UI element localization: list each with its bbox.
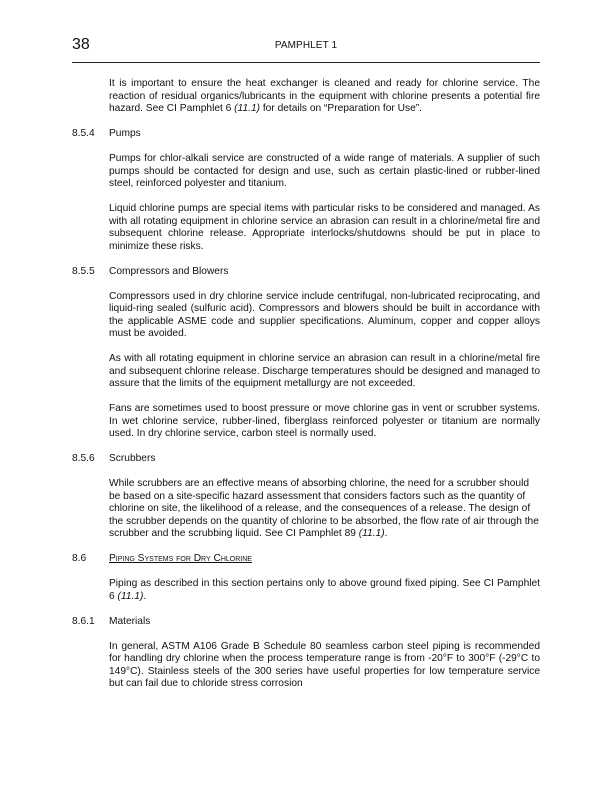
section-number: 8.6.1 [72,615,95,627]
text: for details on “Preparation for Use”. [260,103,422,114]
text: It is important to ensure the heat exchanger is cleaned and ready for chlorine service. The reaction of residual organics/lubricants in the equipment with chlorine presents a potential fire hazard. See CI Pamphlet 6 [109,78,540,114]
section-number: 8.5.6 [72,453,95,464]
section-number: 8.5.4 [72,128,95,139]
paragraph-materials: In general, ASTM A106 Grade B Schedule 80 seamless carbon steel piping is recommended for handling dry chlorine when the process temperature range is from -20°F to 300°F (-29°C to 149°C). Stainless steels of the 300 series have useful properties for low temperature service but can fail due to chloride stress corrosion [109,640,540,689]
section-title: Materials [109,615,151,627]
reference: (11.1) [234,103,261,114]
page-number: 38 [72,36,90,53]
page-header [72,36,540,60]
reference: (11.1) [117,590,144,602]
paragraph-fans: Fans are sometimes used to boost pressure or move chlorine gas in vent or scrubber systems. In wet chlorine service, rubber-lined, fiberglass reinforced polyester or titanium are normally used. In dry chlorine service, carbon steel is normally used. [109,403,540,439]
paragraph-pumps-1: Pumps for chlor-alkali service are constructed of a wide range of materials. A supplier of such pumps should be contacted for design and use, such as certain plastic-lined or rubber-lined steel, reinforced polyester and titanium. [109,153,540,189]
text: Piping as described in this section pertains only to above ground fixed piping. See CI Pamphlet 6 [109,578,540,602]
running-title: PAMPHLET 1 [274,40,338,51]
section-number: 8.6 [72,553,87,564]
section-title: Piping Systems for Dry Chlorine [109,553,252,564]
header-rule [72,62,540,63]
section-title: Compressors and Blowers [109,265,229,277]
text: . [384,528,388,539]
paragraph-heat-exchanger [109,78,540,116]
text: . [143,590,147,602]
section-number: 8.5.5 [72,265,95,277]
paragraph-compressors-1: Compressors used in dry chlorine service include centrifugal, non-lubricated reciprocating, and liquid-ring sealed (sulfuric acid). Compressors and blowers should be built in accordance with the applicable ASME code and supplier specifications. Aluminum, copper and copper alloys must be avoided. [109,290,540,339]
section-heading-8-5-5 [72,266,540,279]
paragraph-pumps-2: Liquid chlorine pumps are special items with particular risks to be considered and managed. As with all rotating equipment in chlorine service an abrasion can result in a chlorine/metal fire and subsequent chlorine release. Appropriate interlocks/shutdowns should be put in place to minimize these risks. [109,203,540,252]
section-heading-8-6 [72,553,540,566]
section-heading-8-5-6 [72,453,540,466]
page-body [72,78,540,703]
text: While scrubbers are an effective means of absorbing chlorine, the need for a scrubber should be based on a site-specific hazard assessment that considers factors such as the quantity of chlorine on site, the likelihood of a release, and the consequences of a release. The design of the scrubber depends on the quantity of chlorine to be absorbed, the flow rate of air through the scrubber and the scrubbing liquid. See CI Pamphlet 89 [109,478,539,539]
section-title: Pumps [109,128,141,139]
paragraph-piping [109,578,540,603]
paragraph-compressors-2: As with all rotating equipment in chlorine service an abrasion can result in a chlorine/metal fire and subsequent chlorine release. Discharge temperatures should be designed and managed to assure that the limits of the equipment metallurgy are not exceeded. [109,353,540,389]
section-title: Scrubbers [109,453,156,464]
section-heading-8-6-1 [72,616,540,629]
section-heading-8-5-4 [72,128,540,141]
paragraph-scrubbers [109,478,540,541]
reference: (11.1) [358,528,385,539]
